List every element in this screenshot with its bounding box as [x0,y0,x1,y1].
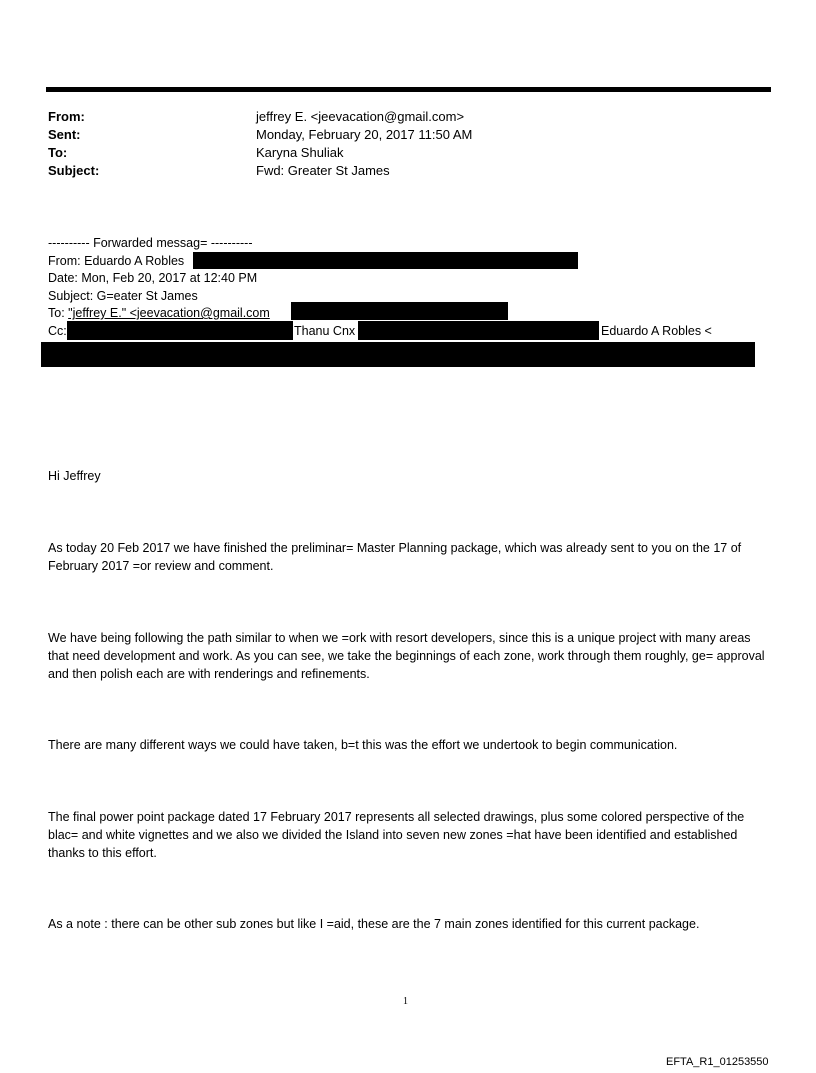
header-rule [46,87,771,92]
forwarded-subject: Subject: G=eater St James [48,289,198,303]
subject-value: Fwd: Greater St James [256,163,390,178]
forwarded-date: Date: Mon, Feb 20, 2017 at 12:40 PM [48,271,258,285]
forwarded-to-email[interactable]: "jeffrey E." <jeevacation@gmail.com [68,306,270,320]
redaction-cc-line [41,342,755,367]
body-paragraph-5: As a note : there can be other sub zones but like I =aid, these are the 7 main zones identified for this current package. [48,917,700,931]
forwarded-to [48,306,270,320]
forwarded-cc-name1: Thanu Cnx [294,324,356,338]
from-label: From: [48,109,85,124]
forwarded-from: From: Eduardo A Robles [48,254,185,268]
body-paragraph-4: The final power point package dated 17 February 2017 represents all selected drawings, plus some colored perspective of the blac= and white vignettes and we also we divided the Island into seven new zones =hat have been identified and established thanks to this effort. [48,810,745,860]
forwarded-cc-label: Cc: [48,324,67,338]
page-number: 1 [403,996,408,1007]
forwarded-cc-name2: Eduardo A Robles < [601,324,712,338]
from-value: jeffrey E. <jeevacation@gmail.com> [256,109,465,124]
subject-label: Subject: [48,163,100,178]
body-paragraph-2: We have being following the path similar to when we =ork with resort developers, since this is a unique project with many areas that need development and work. As you can see, we take the beginnings of each zone, work through them roughly, ge= approval and then polish each are with renderings and refinements. [48,631,765,681]
forwarded-divider: ---------- Forwarded messag= ---------- [48,236,253,250]
body-paragraph-1: As today 20 Feb 2017 we have finished the preliminar= Master Planning package, which was already sent to you on the 17 of February 2017 =or review and comment. [48,541,742,573]
to-label: To: [48,145,68,160]
sent-value: Monday, February 20, 2017 11:50 AM [256,127,473,142]
document-id: EFTA_R1_01253550 [666,1056,769,1068]
redaction-to [291,302,508,320]
to-value: Karyna Shuliak [256,145,344,160]
redaction-from [193,252,578,269]
sent-label: Sent: [48,127,81,142]
greeting: Hi Jeffrey [48,469,101,483]
forwarded-to-prefix: To: [48,306,69,320]
body-paragraph-3: There are many different ways we could have taken, b=t this was the effort we undertook to begin communication. [48,738,678,752]
redaction-cc-1 [67,321,293,340]
redaction-cc-2 [358,321,599,340]
